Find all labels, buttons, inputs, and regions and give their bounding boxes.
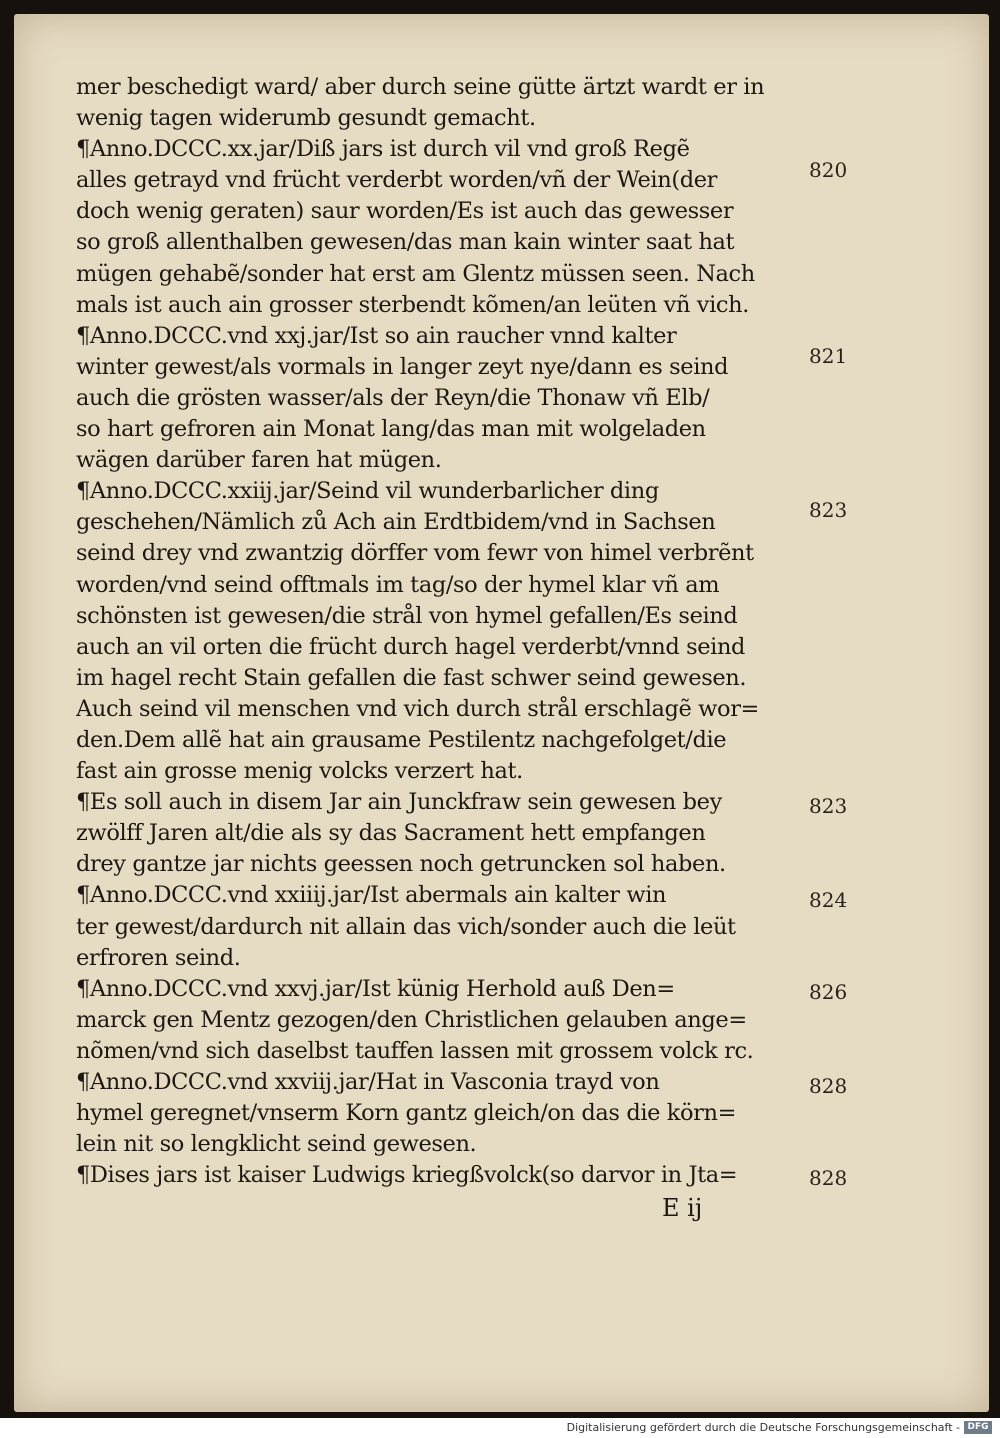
text-line: doch wenig geraten) saur worden/Es ist auch das gewesser [76,198,734,225]
dfg-logo: DFG [964,1421,992,1434]
text-line: nõmen/vnd sich daselbst tauffen lassen mit grossem volck rc. [76,1037,754,1064]
text-line: ¶Anno.DCCC.vnd xxj.jar/Ist so ain raucher vnnd kalter [76,322,677,349]
text-line: mügen gehabẽ/sonder hat erst am Glentz müssen seen. Nach [76,260,755,287]
text-line: zwölff Jaren alt/die als sy das Sacrament hett empfangen [76,820,706,847]
text-line: ¶Es soll auch in disem Jar ain Junckfraw sein gewesen bey [76,789,722,816]
margin-year: 821 [809,344,848,368]
margin-year: 828 [809,1074,848,1098]
text-line: im hagel recht Stain gefallen die fast schwer seind gewesen. [76,664,747,691]
signature-mark: E ij [662,1194,703,1222]
text-line: ¶Anno.DCCC.vnd xxiiij.jar/Ist abermals ain kalter win [76,882,667,909]
text-line: hymel geregnet/vnserm Korn gantz gleich/on das die körn= [76,1100,737,1127]
margin-year: 823 [809,498,848,522]
text-line: auch die grösten wasser/als der Reyn/die Thonaw vñ Elb/ [76,384,710,411]
text-line: mals ist auch ain grosser sterbendt kõmen/an leüten vñ vich. [76,291,749,318]
text-line: geschehen/Nämlich zů Ach ain Erdtbidem/vnd in Sachsen [76,509,716,536]
text-line: drey gantze jar nichts geessen noch getruncken sol haben. [76,851,726,878]
text-line: mer beschedigt ward/ aber durch seine gütte ärtzt wardt er in [76,74,765,100]
text-line: ¶Anno.DCCC.xxiij.jar/Seind vil wunderbarlicher ding [76,478,659,505]
footer-bar [0,1418,1000,1438]
text-line: so groß allenthalben gewesen/das man kain winter saat hat [76,229,735,256]
text-line: den.Dem allẽ hat ain grausame Pestilentz nachgefolget/die [76,726,727,753]
text-line: marck gen Mentz gezogen/den Christlichen gelauben ange= [76,1006,747,1033]
text-line: so hart gefroren ain Monat lang/das man mit wolgeladen [76,416,706,443]
text-line: ¶Anno.DCCC.xx.jar/Diß jars ist durch vil vnd groß Regẽ [76,136,690,163]
text-line: erfroren seind. [76,944,241,971]
text-line: fast ain grosse menig volcks verzert hat. [76,758,523,785]
text-line: seind drey vnd zwantzig dörffer vom fewr von himel verbrẽnt [76,540,754,567]
text-line: wenig tagen widerumb gesundt gemacht. [76,105,536,132]
margin-year: 823 [809,794,848,818]
text-line: ¶Anno.DCCC.vnd xxviij.jar/Hat in Vasconia trayd von [76,1069,660,1095]
text-line: wägen darüber faren hat mügen. [76,447,442,474]
margin-year: 820 [809,158,848,182]
text-line: ter gewest/dardurch nit allain das vich/sonder auch die leüt [76,913,736,940]
text-line: Auch seind vil menschen vnd vich durch strål erschlagẽ wor= [76,695,759,722]
text-line: schönsten ist gewesen/die strål von hymel gefallen/Es seind [76,602,738,629]
text-line: lein nit so lengklicht seind gewesen. [76,1131,477,1158]
text-line: ¶Dises jars ist kaiser Ludwigs kriegßvolck(so darvor in Jta= [76,1162,738,1189]
footer-credit: Digitalisierung gefördert durch die Deutsche Forschungsgemeinschaft - [566,1421,960,1434]
text-line: auch an vil orten die frücht durch hagel verderbt/vnnd seind [76,633,746,660]
book-page [14,14,989,1412]
margin-year: 828 [809,1166,848,1190]
margin-year: 826 [809,980,848,1004]
text-line: alles getrayd vnd frücht verderbt worden/vñ der Wein(der [76,167,717,194]
margin-year: 824 [809,888,848,912]
text-line: worden/vnd seind offtmals im tag/so der hymel klar vñ am [76,571,720,598]
main-text [76,72,816,1191]
text-line: winter gewest/als vormals in langer zeyt nye/dann es seind [76,353,729,380]
text-line: ¶Anno.DCCC.vnd xxvj.jar/Ist künig Herhold auß Den= [76,975,675,1002]
